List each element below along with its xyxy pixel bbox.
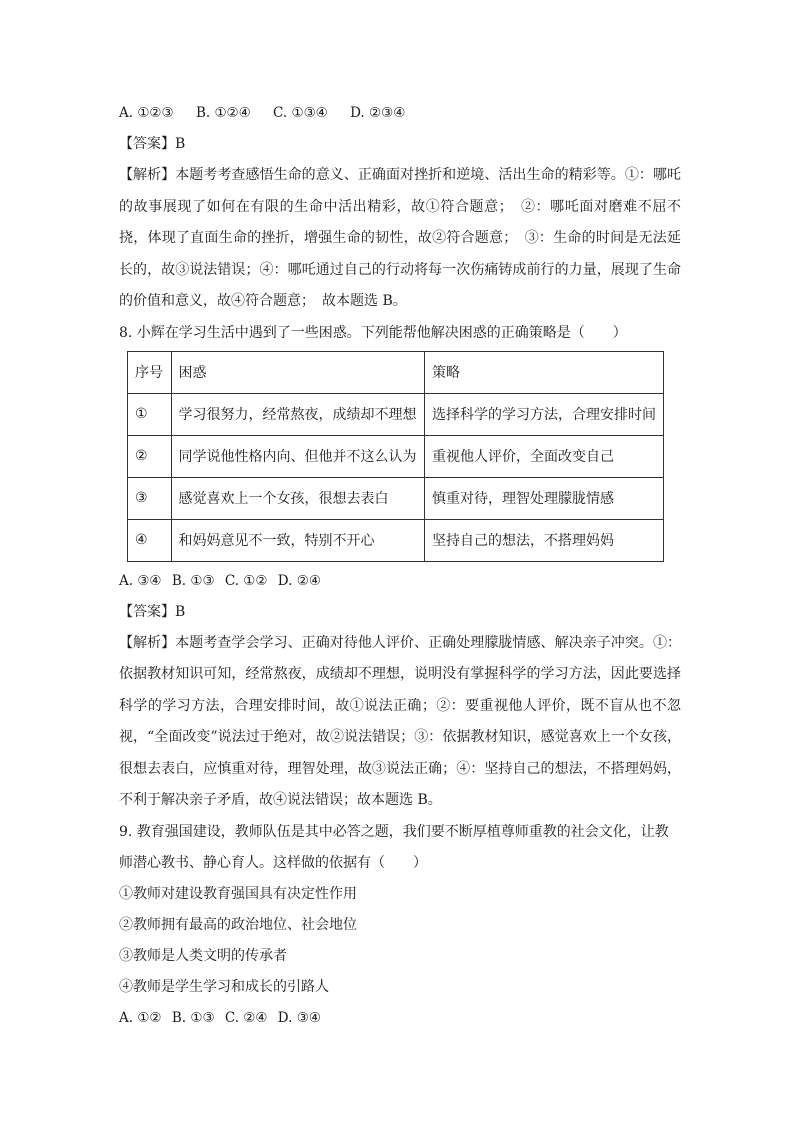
table-cell: ① bbox=[128, 393, 172, 435]
q9-statement-4: ④教师是学生学习和成长的引路人 bbox=[119, 978, 329, 995]
q7-option-a: A. ①②③ bbox=[119, 105, 174, 121]
table-row bbox=[128, 393, 664, 435]
q7-options bbox=[119, 98, 681, 128]
table-header-cell: 序号 bbox=[128, 351, 172, 393]
q9-option-c: C. ②④ bbox=[224, 1009, 268, 1026]
q7-option-b: B. ①②④ bbox=[195, 105, 251, 121]
table-cell: 重视他人评价，全面改变自己 bbox=[425, 435, 664, 477]
q9-options bbox=[119, 1003, 681, 1033]
q8-stem: 8. 小辉在学习生活中遇到了一些困惑。下列能帮他解决困惑的正确策略是（ ） bbox=[119, 324, 627, 341]
table-row bbox=[128, 477, 664, 519]
q9-stem-line1: 9. 教育强国建设，教师队伍是其中必答之题，我们要不断厚植尊师重教的社会文化，让教 bbox=[119, 823, 669, 840]
q9-option-d: D. ③④ bbox=[277, 1009, 321, 1026]
table-header-cell: 策略 bbox=[425, 351, 664, 393]
q7-option-c: C. ①③④ bbox=[273, 105, 328, 121]
q8-table bbox=[127, 351, 664, 562]
table-cell: 同学说他性格内向、但他并不这么认为 bbox=[171, 435, 425, 477]
table-cell: ③ bbox=[128, 477, 172, 519]
q8-option-a: A. ③④ bbox=[119, 572, 162, 589]
table-cell: ④ bbox=[128, 519, 172, 561]
q9-stem-line2: 师潜心教书、静心育人。这样做的依据有（ ） bbox=[119, 854, 427, 871]
q8-option-b: B. ①③ bbox=[171, 572, 215, 589]
q7-option-d: D. ②③④ bbox=[350, 105, 406, 121]
q9-option-a: A. ①② bbox=[119, 1009, 162, 1026]
q8-analysis: 【解析】本题考查学会学习、正确对待他人评价、正确处理朦胧情感、解决亲子冲突。①：依据教材知识可知，经常熬夜，成绩却不理想，说明没有掌握科学的学习方法，因此要选择科学的学习方法，合理安排时间，故①说法正确；②：要重视他人评价，既不盲从也不忽视，“全面改变”说法过于绝对，故②说法错误；③：依据教材知识，感觉喜欢上一个女孩，很想去表白，应慎重对待，理智处理，故③说法正确；④：坚持自己的想法，不搭理妈妈，不利于解决亲子矛盾，故④说法错误；故本题选 B。 bbox=[119, 634, 681, 808]
q9-statement-2: ②教师拥有最高的政治地位、社会地位 bbox=[119, 916, 357, 933]
q9-statement-1: ①教师对建设教育强国具有决定性作用 bbox=[119, 885, 357, 902]
q8-option-c: C. ①② bbox=[224, 572, 268, 589]
q7-answer: 【答案】B bbox=[119, 136, 186, 152]
table-cell: 坚持自己的想法，不搭理妈妈 bbox=[425, 519, 664, 561]
table-cell: 感觉喜欢上一个女孩，很想去表白 bbox=[171, 477, 425, 519]
q8-answer: 【答案】B bbox=[119, 603, 186, 620]
table-cell: 慎重对待，理智处理朦胧情感 bbox=[425, 477, 664, 519]
table-header-cell: 困惑 bbox=[171, 351, 425, 393]
table-cell: 学习很努力，经常熬夜，成绩却不理想 bbox=[171, 393, 425, 435]
table-cell: ② bbox=[128, 435, 172, 477]
table-header-row bbox=[128, 351, 664, 393]
table-row bbox=[128, 519, 664, 561]
q7-analysis: 【解析】本题考考查感悟生命的意义、正确面对挫折和逆境、活出生命的精彩等。①：哪吒的故事展现了如何在有限的生命中活出精彩，故①符合题意； ②：哪吒面对磨难不屈不挠，体现了直面生命的挫折，增强生命的韧性，故②符合题意； ③：生命的时间是无法延长的，故③说法错误；④：哪吒通过自己的行动将每一次伤痛铸成前行的力量，展现了生命的价值和意义，故④符合题意； 故本题选 B。 bbox=[119, 167, 681, 309]
exam-page bbox=[119, 98, 681, 1033]
table-row bbox=[128, 435, 664, 477]
q9-option-b: B. ①③ bbox=[171, 1009, 215, 1026]
q9-statement-3: ③教师是人类文明的传承者 bbox=[119, 947, 287, 964]
table-cell: 选择科学的学习方法，合理安排时间 bbox=[425, 393, 664, 435]
q8-option-d: D. ②④ bbox=[277, 572, 321, 589]
q8-options bbox=[119, 566, 681, 596]
table-cell: 和妈妈意见不一致，特别不开心 bbox=[171, 519, 425, 561]
